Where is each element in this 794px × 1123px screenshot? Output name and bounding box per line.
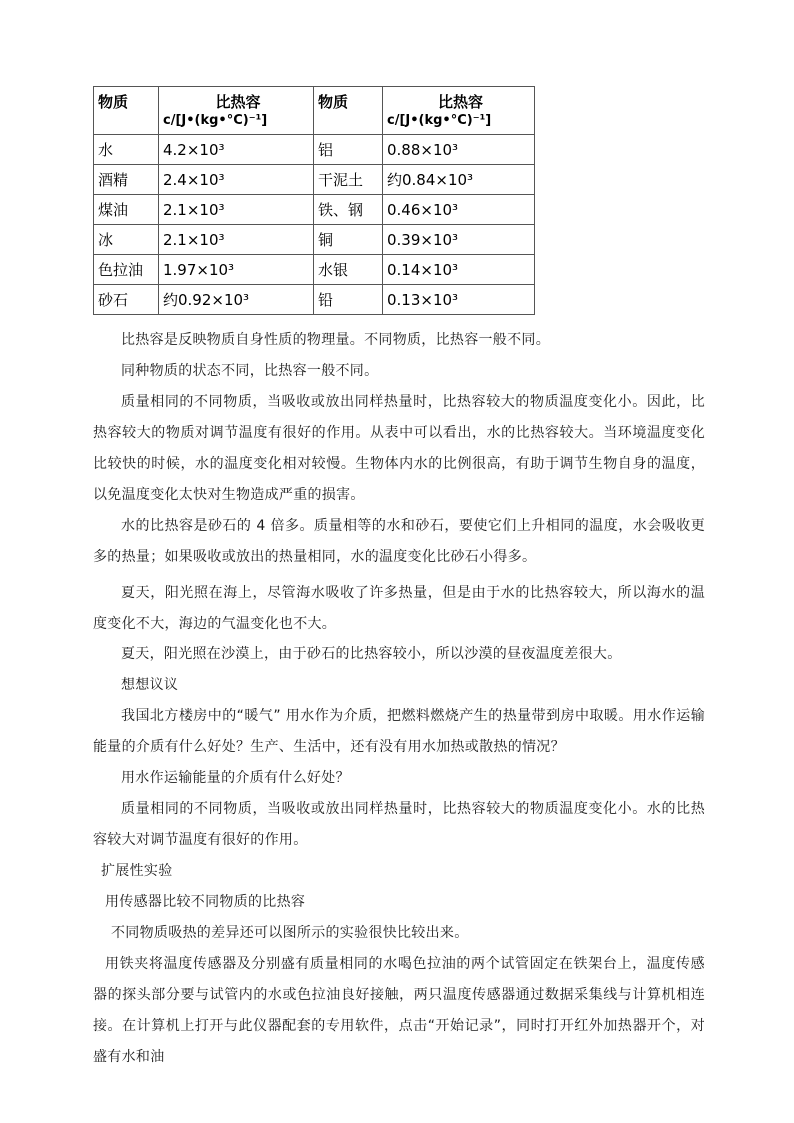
value-cell: 4.2×10³	[159, 135, 314, 165]
table-row	[94, 165, 535, 195]
section-heading-experiment: 扩展性实验	[101, 863, 173, 879]
value-cell: 约0.84×10³	[383, 165, 535, 195]
table-row	[94, 135, 535, 165]
experiment-title: 用传感器比较不同物质的比热容	[105, 894, 306, 910]
substance-cell: 水银	[314, 255, 383, 285]
substance-cell: 铁、钢	[314, 195, 383, 225]
header-substance-1: 物质	[94, 87, 159, 135]
section-heading-discussion: 想想议议	[121, 677, 179, 693]
substance-cell: 铅	[314, 285, 383, 315]
paragraph-answer: 质量相同的不同物质，当吸收或放出同样热量时，比热容较大的物质温度变化小。水的比热容较大对调节温度有很好的作用。	[93, 801, 705, 848]
table-row	[94, 255, 535, 285]
value-cell: 0.14×10³	[383, 255, 535, 285]
substance-cell: 煤油	[94, 195, 159, 225]
paragraph-regulation: 质量相同的不同物质，当吸收或放出同样热量时，比热容较大的物质温度变化小。因此，比热容较大的物质对调节温度有很好的作用。从表中可以看出，水的比热容较大。当环境温度变化比较快的时候，水的温度变化相对较慢。生物体内水的比例很高，有助于调节生物自身的温度，以免温度变化太快对生物造成严重的损害。	[93, 394, 705, 503]
table-header-row	[94, 87, 535, 135]
paragraph-state: 同种物质的状态不同，比热容一般不同。	[121, 363, 379, 379]
paragraph-sand-comparison: 水的比热容是砂石的 4 倍多。质量相等的水和砂石，要使它们上升相同的温度，水会吸收更多的热量；如果吸收或放出的热量相同，水的温度变化比砂石小得多。	[93, 518, 705, 565]
value-cell: 2.1×10³	[159, 195, 314, 225]
table-row	[94, 225, 535, 255]
value-cell: 2.1×10³	[159, 225, 314, 255]
header-heat-capacity-1: 比热容 c/[J•(kg•°C)⁻¹]	[159, 87, 314, 135]
substance-cell: 铜	[314, 225, 383, 255]
value-cell: 0.46×10³	[383, 195, 535, 225]
paragraph-experiment-intro: 不同物质吸热的差异还可以图所示的实验很快比较出来。	[111, 925, 469, 941]
paragraph-heating-question: 我国北方楼房中的“暖气” 用水作为介质，把燃料燃烧产生的热量带到房中取暖。用水作运输能量的介质有什么好处？生产、生活中，还有没有用水加热或散热的情况？	[93, 708, 705, 755]
specific-heat-table	[93, 86, 535, 315]
substance-cell: 干泥土	[314, 165, 383, 195]
substance-cell: 水	[94, 135, 159, 165]
paragraph-property: 比热容是反映物质自身性质的物理量。不同物质，比热容一般不同。	[121, 332, 550, 348]
substance-cell: 酒精	[94, 165, 159, 195]
value-cell: 约0.92×10³	[159, 285, 314, 315]
value-cell: 0.39×10³	[383, 225, 535, 255]
header-substance-2: 物质	[314, 87, 383, 135]
value-cell: 0.13×10³	[383, 285, 535, 315]
substance-cell: 色拉油	[94, 255, 159, 285]
paragraph-desert: 夏天，阳光照在沙漠上，由于砂石的比热容较小，所以沙漠的昼夜温度差很大。	[121, 646, 622, 662]
value-cell: 2.4×10³	[159, 165, 314, 195]
paragraph-question: 用水作运输能量的介质有什么好处？	[121, 770, 350, 786]
paragraph-sea: 夏天，阳光照在海上，尽管海水吸收了许多热量，但是由于水的比热容较大，所以海水的温度变化不大，海边的气温变化也不大。	[93, 585, 705, 632]
table-row	[94, 195, 535, 225]
substance-cell: 冰	[94, 225, 159, 255]
table-row	[94, 285, 535, 315]
substance-cell: 砂石	[94, 285, 159, 315]
substance-cell: 铝	[314, 135, 383, 165]
value-cell: 1.97×10³	[159, 255, 314, 285]
value-cell: 0.88×10³	[383, 135, 535, 165]
header-heat-capacity-2: 比热容 c/[J•(kg•°C)⁻¹]	[383, 87, 535, 135]
paragraph-experiment-procedure: 用铁夹将温度传感器及分别盛有质量相同的水喝色拉油的两个试管固定在铁架台上，温度传感器的探头部分要与试管内的水或色拉油良好接触，两只温度传感器通过数据采集线与计算机相连接。在计算机上打开与此仪器配套的专用软件，点击“开始记录”，同时打开红外加热器开个，对盛有水和油	[93, 956, 705, 1065]
